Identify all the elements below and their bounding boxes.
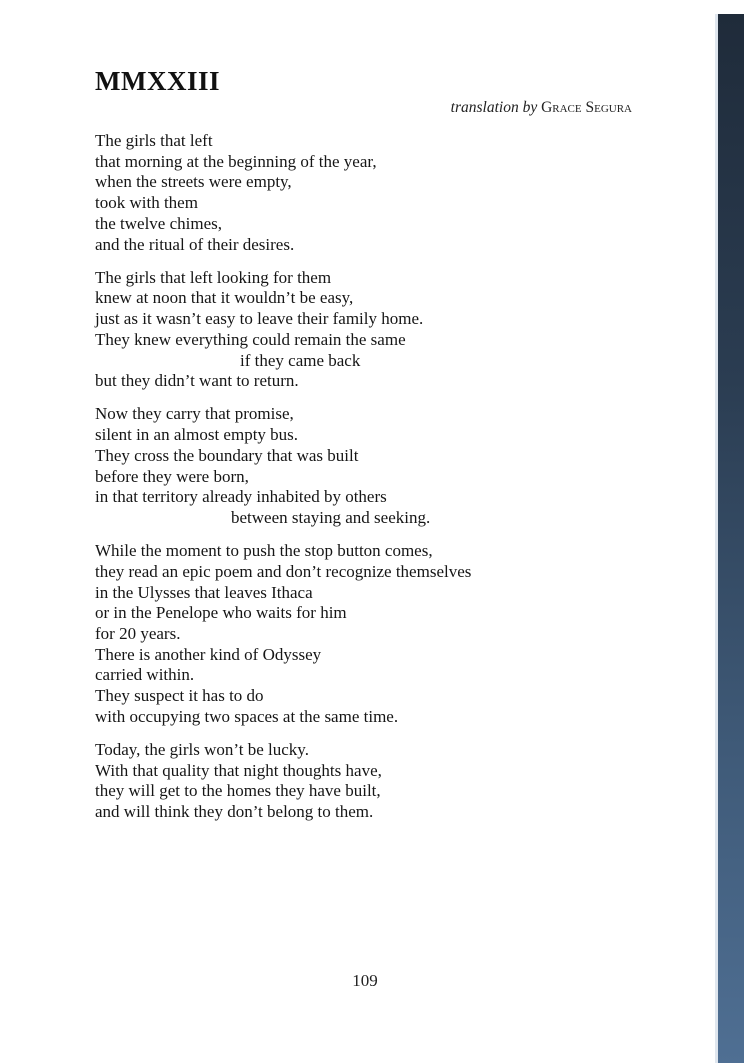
poem-line: the twelve chimes, xyxy=(95,213,222,233)
credit-prefix: translation by xyxy=(450,99,538,116)
poem-line: With that quality that night thoughts have, xyxy=(95,760,382,780)
poem-line: that morning at the beginning of the year, xyxy=(95,151,377,171)
poem-line: with occupying two spaces at the same time. xyxy=(95,706,399,726)
poem-line: in the Ulysses that leaves Ithaca xyxy=(95,582,313,602)
page-number: 109 xyxy=(352,971,378,990)
stanza-3 xyxy=(95,404,635,528)
poem-line: when the streets were empty, xyxy=(95,172,292,192)
poem-line: in that territory already inhabited by others xyxy=(95,487,387,507)
poem-line: and will think they don’t belong to them. xyxy=(95,802,374,822)
poem-line: Now they carry that promise, xyxy=(95,404,294,424)
poem-line: silent in an almost empty bus. xyxy=(95,425,299,445)
poem-line: they will get to the homes they have built, xyxy=(95,781,381,801)
poem-line: The girls that left xyxy=(95,131,213,150)
poem-line: They cross the boundary that was built xyxy=(95,445,359,465)
poem-line: They knew everything could remain the same xyxy=(95,329,406,349)
poem-line: The girls that left looking for them xyxy=(95,267,332,287)
poem-line: but they didn’t want to return. xyxy=(95,371,299,391)
poem-line: They suspect it has to do xyxy=(95,686,264,706)
stanza-4 xyxy=(95,541,635,727)
poem-line: carried within. xyxy=(95,665,195,685)
spine-border xyxy=(715,14,718,1063)
translator-credit xyxy=(451,99,632,117)
poem-line: just as it wasn’t easy to leave their family home. xyxy=(95,309,424,329)
poem-line: or in the Penelope who waits for him xyxy=(95,603,347,623)
stanza-2 xyxy=(95,268,635,392)
poem-line-indented: if they came back xyxy=(240,350,361,370)
stanza-5 xyxy=(95,740,635,823)
poem-line: There is another kind of Odyssey xyxy=(95,644,322,664)
book-spine-edge xyxy=(718,14,744,1063)
poem-line: for 20 years. xyxy=(95,623,181,643)
poem-body xyxy=(95,131,635,835)
poem-line: knew at noon that it wouldn’t be easy, xyxy=(95,288,354,308)
poem-line: they read an epic poem and don’t recognize themselves xyxy=(95,561,472,581)
poem-line: and the ritual of their desires. xyxy=(95,234,295,254)
poem-line: While the moment to push the stop button comes, xyxy=(95,541,433,561)
translator-name: Grace Segura xyxy=(541,99,632,116)
poem-line: took with them xyxy=(95,193,198,213)
poem-line-indented: between staying and seeking. xyxy=(231,507,431,527)
stanza-1 xyxy=(95,131,635,255)
poem-line: Today, the girls won’t be lucky. xyxy=(95,739,309,759)
poem-line: before they were born, xyxy=(95,466,249,486)
poem-title: MMXXIII xyxy=(95,66,220,96)
